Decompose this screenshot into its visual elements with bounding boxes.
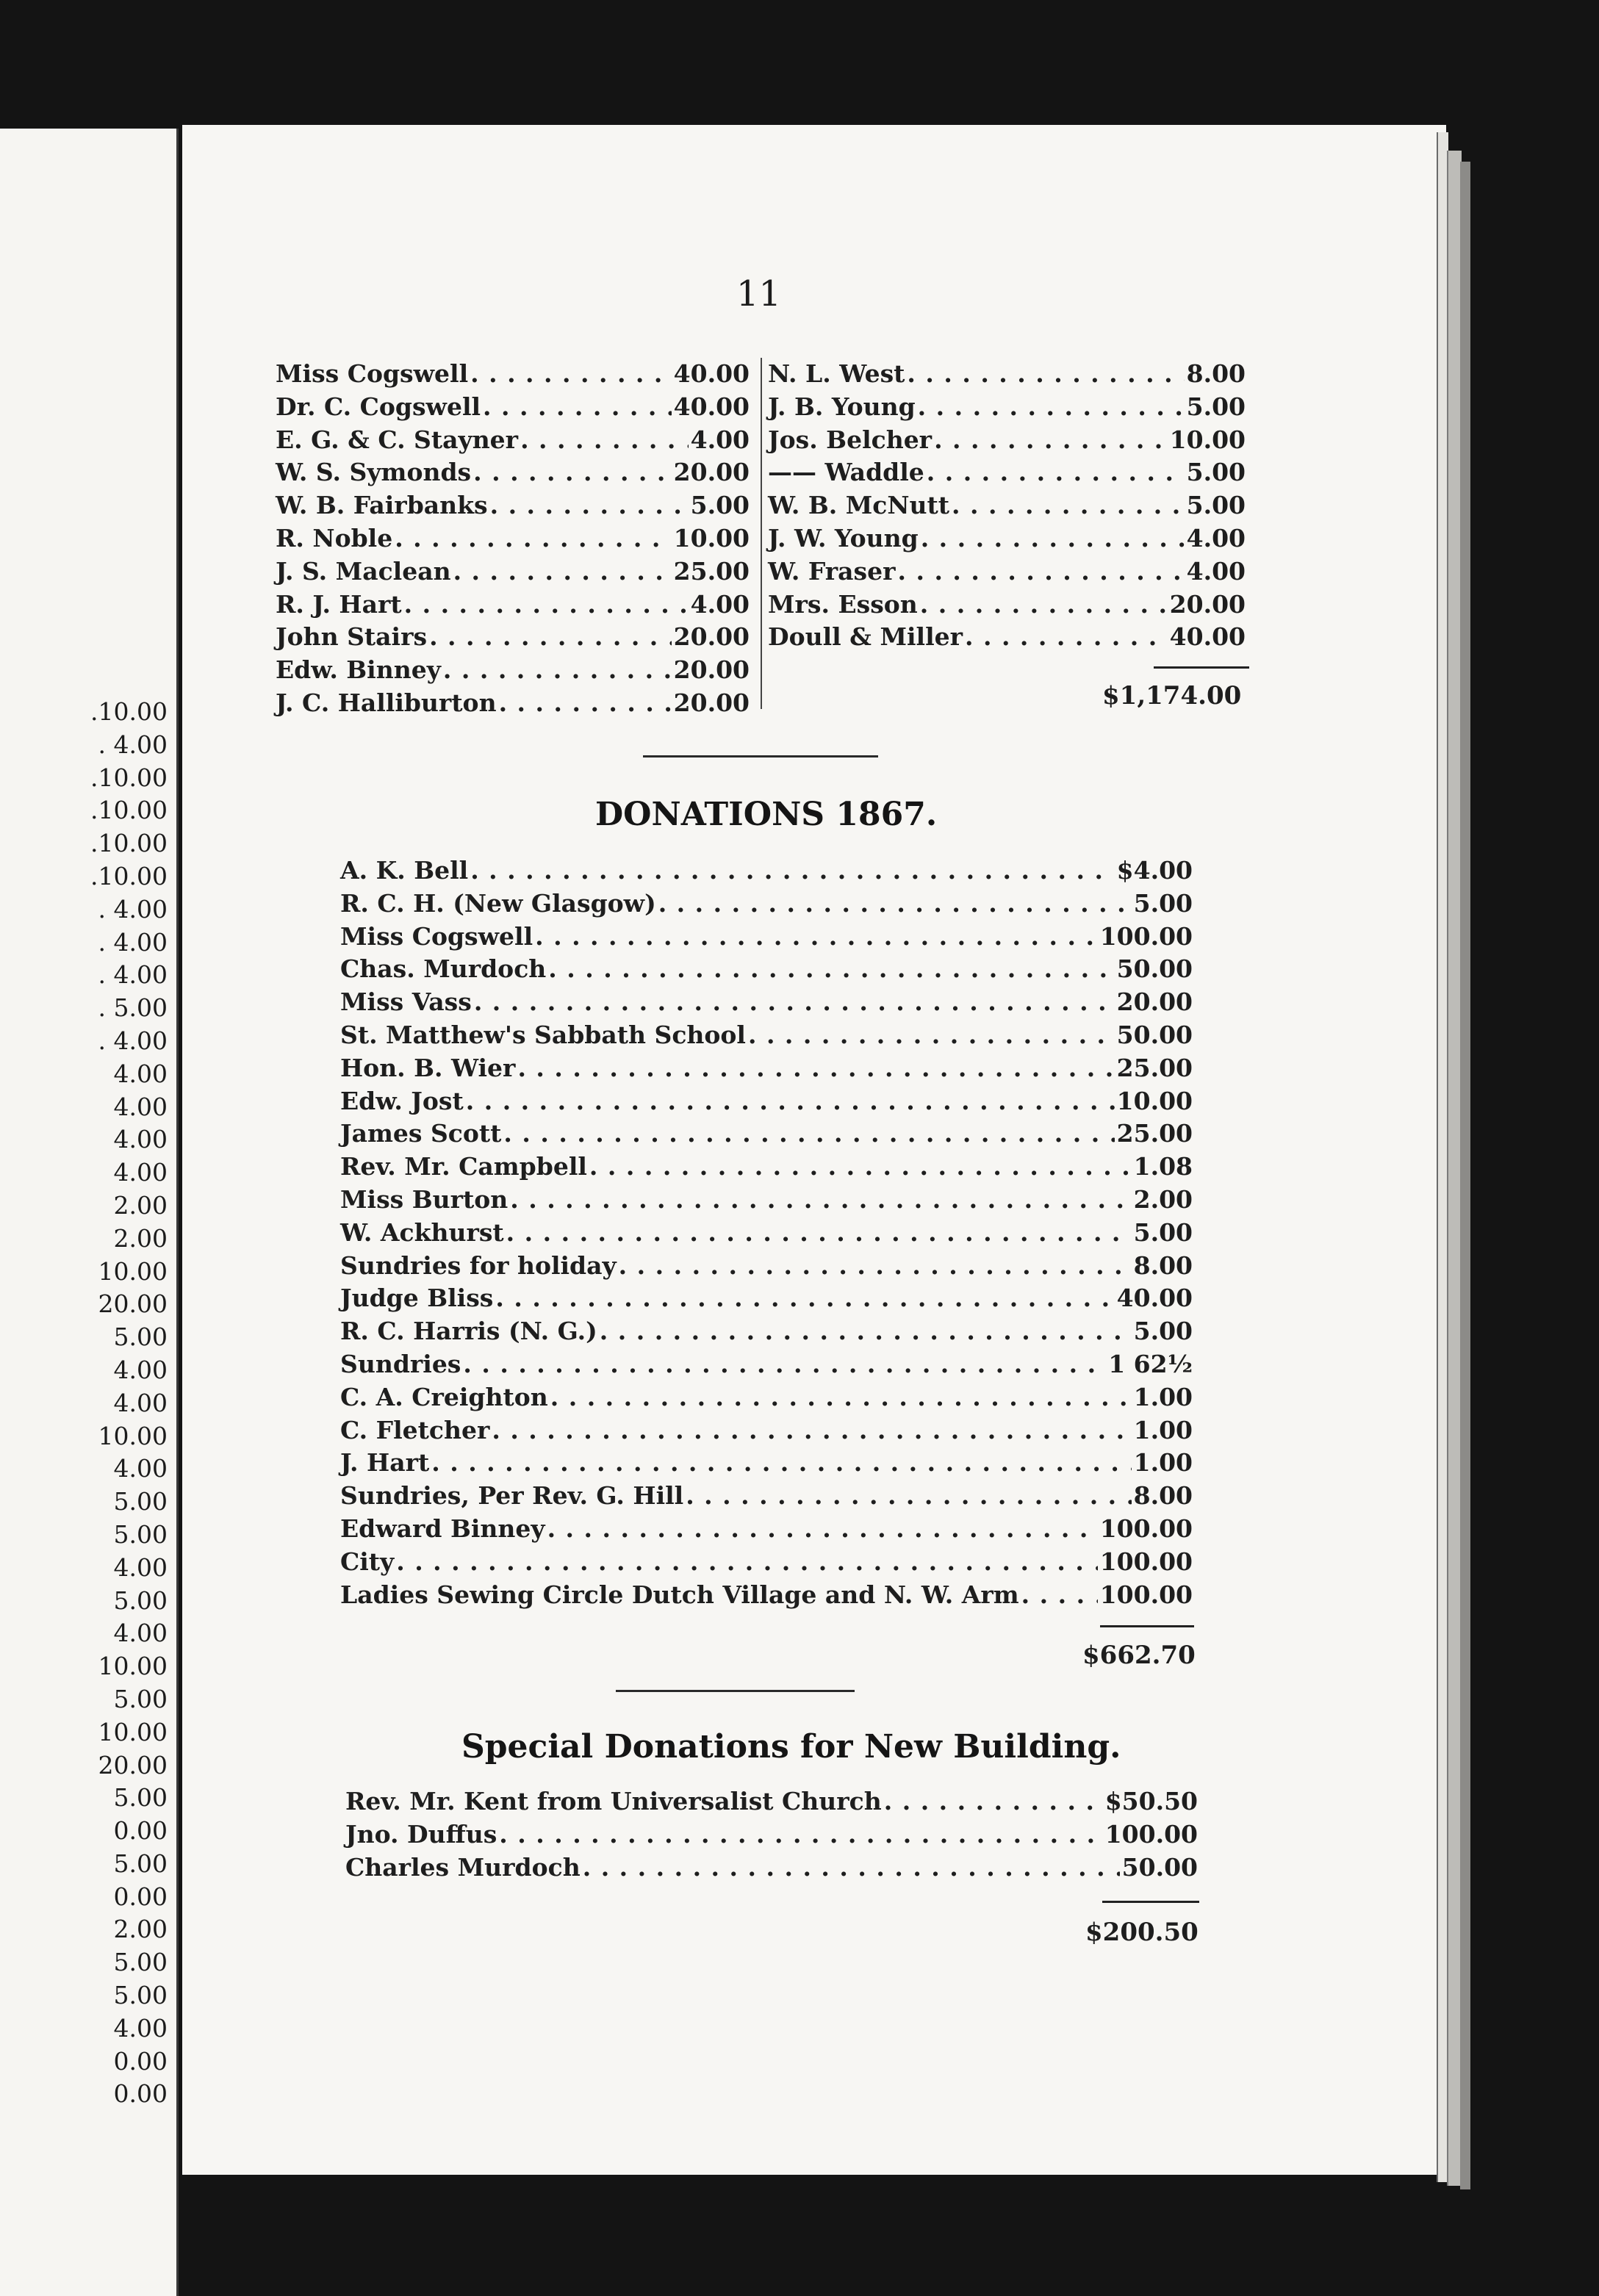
donor-name: Edw. Binney <box>276 655 441 685</box>
donation-amount: 5.00 <box>690 491 750 520</box>
list-item <box>340 1019 1193 1052</box>
previous-page-amount: 10.00 <box>98 1717 168 1746</box>
donor-name: Sundries, Per Rev. G. Hill <box>340 1481 684 1511</box>
donation-amount: 50.00 <box>1116 1020 1193 1049</box>
donor-name: W. Fraser <box>768 556 896 586</box>
list-item <box>340 986 1193 1019</box>
donor-name: C. A. Creighton <box>340 1382 548 1411</box>
previous-page-amount: 0.00 <box>113 1882 168 1911</box>
previous-page-amount: 5.00 <box>113 1487 168 1516</box>
donation-amount: 8.00 <box>1133 1250 1193 1280</box>
dot-leader <box>474 986 1115 1019</box>
previous-page-amount: 5.00 <box>113 1322 168 1352</box>
donor-name: E. G. & C. Stayner <box>276 425 519 454</box>
previous-page-amount: 0.00 <box>113 1816 168 1846</box>
list-item <box>276 687 750 720</box>
list-item <box>340 1151 1193 1184</box>
donation-amount: 20.00 <box>673 688 750 717</box>
dot-leader <box>517 1052 1114 1085</box>
dot-leader <box>907 358 1184 391</box>
donation-amount: 10.00 <box>1116 1086 1193 1115</box>
subscriptions-total: $1,174.00 <box>1102 681 1242 710</box>
list-item <box>768 358 1246 391</box>
list-item <box>340 1414 1193 1447</box>
donation-amount: 5.00 <box>1133 888 1193 918</box>
dot-leader <box>499 687 672 720</box>
donation-amount: 5.00 <box>1186 491 1246 520</box>
donor-name: R. C. Harris (N. G.) <box>340 1317 597 1346</box>
previous-page-amount: .10.00 <box>90 697 168 726</box>
dot-leader <box>589 1151 1132 1184</box>
dot-leader <box>395 522 671 555</box>
donation-amount: 20.00 <box>673 622 750 652</box>
list-item <box>276 489 750 522</box>
donation-amount: 1.00 <box>1133 1382 1193 1411</box>
previous-page-amount: .10.00 <box>90 796 168 825</box>
previous-page-amount: 5.00 <box>113 1948 168 1977</box>
dot-leader <box>1021 1579 1098 1612</box>
special-donations-list <box>345 1785 1198 1884</box>
dot-leader <box>506 1217 1132 1250</box>
previous-page-amount: 0.00 <box>113 2046 168 2076</box>
list-item <box>340 888 1193 921</box>
page-edge <box>1460 162 1470 2189</box>
previous-page-amount: 10.00 <box>98 1256 168 1286</box>
donation-amount: 100.00 <box>1104 1819 1198 1849</box>
dot-leader <box>550 1381 1132 1414</box>
donation-amount: 5.00 <box>1186 392 1246 421</box>
list-item <box>276 391 750 424</box>
donor-name: Hon. B. Wier <box>340 1053 516 1082</box>
dot-leader <box>884 1785 1103 1818</box>
donation-amount: 8.00 <box>1186 359 1246 388</box>
donor-name: Judge Bliss <box>340 1284 494 1313</box>
dot-leader <box>490 489 689 522</box>
previous-page-amount: .10.00 <box>90 829 168 858</box>
dot-leader <box>658 888 1132 921</box>
list-item <box>340 1447 1193 1480</box>
donor-name: Miss Vass <box>340 987 472 1017</box>
previous-page-amount: 20.00 <box>98 1289 168 1319</box>
previous-page <box>0 129 179 2296</box>
list-item <box>340 1480 1193 1513</box>
donor-name: R. Noble <box>276 523 393 553</box>
donation-amount: 25.00 <box>1116 1119 1193 1148</box>
donation-amount: 100.00 <box>1099 1580 1193 1609</box>
donor-name: Miss Cogswell <box>340 921 533 951</box>
list-item <box>340 1579 1193 1612</box>
dot-leader <box>443 654 672 687</box>
dot-leader <box>473 456 672 489</box>
donation-amount: 40.00 <box>1169 622 1246 652</box>
donations-list <box>340 854 1193 1611</box>
dot-leader <box>921 522 1185 555</box>
list-item <box>276 358 750 391</box>
previous-page-amount: 4.00 <box>113 1355 168 1384</box>
previous-page-amount: 4.00 <box>113 1619 168 1648</box>
dot-leader <box>920 589 1168 622</box>
list-item <box>276 654 750 687</box>
list-item <box>768 589 1246 622</box>
donor-name: Sundries <box>340 1349 461 1378</box>
donor-name: R. J. Hart <box>276 589 402 619</box>
donation-amount: 50.00 <box>1121 1852 1198 1882</box>
previous-page-amount: . 4.00 <box>98 894 168 924</box>
previous-page-amount-column <box>87 696 168 2111</box>
sum-rule <box>1154 666 1249 669</box>
dot-leader <box>396 1546 1097 1579</box>
dot-leader <box>934 424 1168 457</box>
donor-name: Doull & Miller <box>768 622 963 652</box>
dot-leader <box>453 555 672 589</box>
sum-rule <box>1102 1901 1199 1903</box>
donation-amount: 40.00 <box>673 359 750 388</box>
dot-leader <box>463 1348 1106 1381</box>
previous-page-amount: 2.00 <box>113 1190 168 1220</box>
donor-name: J. S. Maclean <box>276 556 451 586</box>
previous-page-amount: 4.00 <box>113 1552 168 1582</box>
section-separator <box>643 755 878 757</box>
list-item <box>340 1546 1193 1579</box>
previous-page-amount: 4.00 <box>113 1125 168 1154</box>
dot-leader <box>492 1414 1131 1447</box>
dot-leader <box>583 1851 1120 1885</box>
donation-amount: 100.00 <box>1099 1514 1193 1543</box>
dot-leader <box>965 621 1168 654</box>
donor-name: Jos. Belcher <box>768 425 933 454</box>
donor-name: Mrs. Esson <box>768 589 918 619</box>
list-item <box>768 391 1246 424</box>
donation-amount: 4.00 <box>690 425 750 454</box>
list-item <box>340 921 1193 954</box>
donation-amount: 10.00 <box>673 523 750 553</box>
donor-name: Dr. C. Cogswell <box>276 392 481 421</box>
list-item <box>340 1184 1193 1217</box>
list-item <box>276 589 750 622</box>
donation-amount: 25.00 <box>1116 1053 1193 1082</box>
donor-name: Chas. Murdoch <box>340 954 547 984</box>
list-item <box>340 1282 1193 1315</box>
donation-amount: 50.00 <box>1116 954 1193 984</box>
list-item <box>768 489 1246 522</box>
donor-name: James Scott <box>340 1119 502 1148</box>
previous-page-amount: 4.00 <box>113 1092 168 1121</box>
donation-amount: 20.00 <box>673 655 750 685</box>
dot-leader <box>470 854 1114 888</box>
dot-leader <box>431 1447 1131 1480</box>
donor-name: C. Fletcher <box>340 1415 490 1444</box>
special-donations-total: $200.50 <box>1085 1918 1199 1947</box>
previous-page-amount: 0.00 <box>113 2079 168 2109</box>
donation-amount: 1.08 <box>1133 1152 1193 1181</box>
dot-leader <box>520 424 689 457</box>
donation-amount: 20.00 <box>1116 987 1193 1017</box>
dot-leader <box>483 391 672 424</box>
previous-page-amount: 5.00 <box>113 1519 168 1549</box>
previous-page-amount: 2.00 <box>113 1915 168 1944</box>
donation-amount: 10.00 <box>1169 425 1246 454</box>
donation-amount: 5.00 <box>1133 1217 1193 1247</box>
previous-page-amount: 4.00 <box>113 1158 168 1187</box>
previous-page-amount: 20.00 <box>98 1750 168 1779</box>
dot-leader <box>686 1480 1131 1513</box>
list-item <box>276 621 750 654</box>
dot-leader <box>429 621 672 654</box>
list-item <box>276 424 750 457</box>
donation-amount: 8.00 <box>1133 1481 1193 1511</box>
donation-amount: 100.00 <box>1099 921 1193 951</box>
dot-leader <box>918 391 1185 424</box>
donor-name: Jno. Duffus <box>345 1819 497 1849</box>
list-item <box>276 522 750 555</box>
donor-name: John Stairs <box>276 622 428 652</box>
previous-page-amount: 2.00 <box>113 1223 168 1253</box>
dot-leader <box>510 1184 1131 1217</box>
previous-page-amount: . 5.00 <box>98 993 168 1023</box>
previous-page-amount: 10.00 <box>98 1421 168 1450</box>
dot-leader <box>466 1085 1115 1118</box>
section-separator <box>616 1690 855 1692</box>
previous-page-amount: . 4.00 <box>98 960 168 990</box>
sum-rule <box>1100 1625 1194 1627</box>
donor-name: W. B. Fairbanks <box>276 491 488 520</box>
subscriptions-left-column <box>276 358 750 720</box>
previous-page-amount: 5.00 <box>113 1849 168 1878</box>
donation-amount: 1.00 <box>1133 1448 1193 1478</box>
donor-name: St. Matthew's Sabbath School <box>340 1020 746 1049</box>
donation-amount: $50.50 <box>1104 1787 1198 1815</box>
dot-leader <box>897 555 1184 589</box>
dot-leader <box>535 921 1098 954</box>
dot-leader <box>495 1282 1114 1315</box>
list-item <box>340 1250 1193 1283</box>
donation-amount: 4.00 <box>690 589 750 619</box>
list-item <box>340 1513 1193 1546</box>
previous-page-amount: 4.00 <box>113 1454 168 1483</box>
donor-name: J. C. Halliburton <box>276 688 497 717</box>
previous-page-amount: 5.00 <box>113 1684 168 1713</box>
list-item <box>768 621 1246 654</box>
donor-name: City <box>340 1547 395 1576</box>
list-item <box>345 1818 1198 1851</box>
list-item <box>340 1348 1193 1381</box>
donor-name: Ladies Sewing Circle Dutch Village and N. W. Arm <box>340 1580 1019 1609</box>
donor-name: W. S. Symonds <box>276 458 472 487</box>
donation-amount: 5.00 <box>1186 458 1246 487</box>
previous-page-amount: .10.00 <box>90 861 168 890</box>
donation-amount: 40.00 <box>1116 1284 1193 1313</box>
previous-page-amount: 4.00 <box>113 2013 168 2043</box>
dot-leader <box>600 1315 1132 1348</box>
previous-page-amount: 5.00 <box>113 1783 168 1813</box>
donation-amount: 4.00 <box>1186 523 1246 553</box>
donor-name: J. B. Young <box>768 392 916 421</box>
donor-name: Edw. Jost <box>340 1086 464 1115</box>
list-item <box>345 1785 1198 1818</box>
donor-name: Miss Burton <box>340 1184 509 1214</box>
donation-amount: 1.00 <box>1133 1415 1193 1444</box>
dot-leader <box>499 1818 1102 1851</box>
list-item <box>340 953 1193 986</box>
previous-page-amount: 4.00 <box>113 1059 168 1088</box>
donation-amount: 20.00 <box>673 458 750 487</box>
donor-name: Rev. Mr. Kent from Universalist Church <box>345 1787 882 1815</box>
dot-leader <box>927 456 1185 489</box>
subscriptions-right-column <box>768 358 1246 654</box>
donation-amount: 1 62½ <box>1108 1349 1193 1378</box>
donor-name: J. Hart <box>340 1448 430 1478</box>
donation-amount: 100.00 <box>1099 1547 1193 1576</box>
previous-page-amount: . 4.00 <box>98 730 168 759</box>
previous-page-amount: .10.00 <box>90 763 168 792</box>
list-item <box>345 1851 1198 1885</box>
donor-name: R. C. H. (New Glasgow) <box>340 888 656 918</box>
dot-leader <box>548 953 1114 986</box>
donation-amount: 40.00 <box>673 392 750 421</box>
donor-name: W. B. McNutt <box>768 491 950 520</box>
donor-name: Charles Murdoch <box>345 1852 581 1882</box>
page-edge <box>1447 151 1462 2186</box>
list-item <box>768 456 1246 489</box>
donor-name: Miss Cogswell <box>276 359 469 388</box>
previous-page-amount: . 4.00 <box>98 927 168 957</box>
list-item <box>340 1217 1193 1250</box>
list-item <box>340 1118 1193 1151</box>
donor-name: Rev. Mr. Campbell <box>340 1152 587 1181</box>
previous-page-amount: 5.00 <box>113 1981 168 2010</box>
list-item <box>276 555 750 589</box>
dot-leader <box>619 1250 1132 1283</box>
donation-amount: 5.00 <box>1133 1317 1193 1346</box>
special-donations-heading: Special Donations for New Building. <box>461 1728 1121 1766</box>
donations-total: $662.70 <box>1082 1641 1196 1670</box>
dot-leader <box>503 1118 1114 1151</box>
donation-amount: 20.00 <box>1169 589 1246 619</box>
column-divider <box>761 358 762 709</box>
list-item <box>340 854 1193 888</box>
previous-page-amount: 5.00 <box>113 1586 168 1615</box>
donor-name: —— Waddle <box>768 458 924 487</box>
donation-amount: 2.00 <box>1133 1184 1193 1214</box>
list-item <box>340 1085 1193 1118</box>
dot-leader <box>547 1513 1098 1546</box>
donor-name: N. L. West <box>768 359 905 388</box>
list-item <box>340 1315 1193 1348</box>
donor-name: Edward Binney <box>340 1514 545 1543</box>
list-item <box>768 555 1246 589</box>
donor-name: A. K. Bell <box>340 856 469 885</box>
donor-name: W. Ackhurst <box>340 1217 504 1247</box>
donor-name: J. W. Young <box>768 523 919 553</box>
page-number: 11 <box>736 273 782 314</box>
list-item <box>340 1381 1193 1414</box>
donation-amount: 4.00 <box>1186 556 1246 586</box>
list-item <box>768 522 1246 555</box>
previous-page-amount: 10.00 <box>98 1652 168 1681</box>
donor-name: Sundries for holiday <box>340 1250 617 1280</box>
donation-amount: $4.00 <box>1116 856 1193 885</box>
previous-page-amount: 4.00 <box>113 1388 168 1417</box>
list-item <box>768 424 1246 457</box>
previous-page-amount: . 4.00 <box>98 1026 168 1055</box>
dot-leader <box>470 358 672 391</box>
donation-amount: 25.00 <box>673 556 750 586</box>
list-item <box>340 1052 1193 1085</box>
dot-leader <box>404 589 689 622</box>
dot-leader <box>748 1019 1115 1052</box>
dot-leader <box>952 489 1185 522</box>
list-item <box>276 456 750 489</box>
donations-heading: DONATIONS 1867. <box>595 796 938 833</box>
